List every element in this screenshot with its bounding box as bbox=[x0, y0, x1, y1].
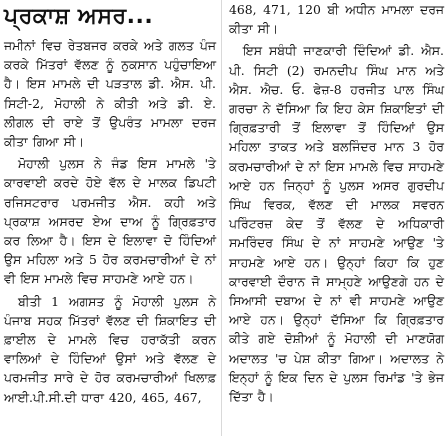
article-paragraph: ਜਮੀਨਾਂ ਵਿਚ ਰੇਤਬਜਰ ਕਰਕੇ ਅਤੇ ਗਲਤ ਪੰਜ ਕਰਕੇ ਮਿੱਤਰਾਂ ਵੱਲਣ ਨੂੰ ਨੁਕਸਾਨ ਪਹੁੰਚਾਇਆ ਹੈ। ਇਸ ਮਾਮਲੇ ਦੀ ਪੜਤਾਲ ਡੀ. ਐਸ. ਪੀ. ਸਿਟੀ-2, ਮੋਹਾਲੀ ਨੇ ਕੀਤੀ ਅਤੇ ਡੀ. ਏ. ਲੀਗਲ ਦੀ ਰਾਏ ਤੋਂ ਉਪਰੰਤ ਮਾਮਲਾ ਦਰਜ ਕੀਤਾ ਗਿਆ ਸੀ। bbox=[4, 38, 216, 150]
column-divider bbox=[221, 0, 222, 436]
article-column-left bbox=[0, 0, 220, 436]
article-paragraph: ਇਸ ਸਬੰਧੀ ਜਾਣਕਾਰੀ ਦਿੰਦਿਆਂ ਡੀ. ਐਸ. ਪੀ. ਸਿਟੀ (2) ਰਮਨਦੀਪ ਸਿੰਘ ਮਾਨ ਅਤੇ ਐਸ. ਐਚ. ਓ. ਫੇਜ਼-8 ਹਰਜੀਤ ਪਾਲ ਸਿੰਘ ਗਰਚਾ ਨੇ ਦੱਸਿਆ ਕਿ ਇਹ ਕੇਸ ਸ਼ਿਕਾਇਤਾਂ ਦੀ ਗ੍ਰਿਫ਼ਤਾਰੀ ਤੋਂ ਇਲਾਵਾ ਤੋਂ ਹਿੰਦਿਆਂ ਉਸ ਮਹਿਲਾ ਤਾਕਤ ਅਤੇ ਬਲਜਿੰਦਰ ਮਾਨ 3 ਹੋਰ ਕਰਮਚਾਰੀਆਂ ਦੇ ਨਾਂ ਇਸ ਮਾਮਲੇ ਵਿਚ ਸਾਹਮਣੇ ਆਏ ਹਨ ਜਿਨ੍ਹਾਂ ਨੂੰ ਪੁਲਸ ਅਸਰ ਗੁਰਦੀਪ ਸਿੰਘ ਵਿਰਕ, ਵੱਲਣ ਦੀ ਮਾਲਕ ਸਵਰਨ ਪਰਿੰਟਰਜ਼ ਕੇਦ ਤੋਂ ਵੱਲਣ ਦੇ ਅਧਿਕਾਰੀ ਸਮਰਿੰਦਰ ਸਿੰਘ ਦੇ ਨਾਂ ਸਾਹਮਣੇ ਆਉਣ 'ਤੇ ਸਾਹਮਣੇ ਆਏ ਹਨ। ਉਨ੍ਹਾਂ ਕਿਹਾ ਕਿ ਹੁਣ ਕਾਰਵਾਈ ਦੌਰਾਨ ਜੋ ਸਾਮ੍ਹਣੇ ਆਉਣਗੇ ਹਨ ਦੇ ਸਿਆਸੀ ਦਬਾਅ ਦੇ ਨਾਂ ਵੀ ਸਾਹਮਣੇ ਆਉਣ ਆਏ ਹਨ। ਉਨ੍ਹਾਂ ਦੱਸਿਆ ਕਿ ਗ੍ਰਿਫ਼ਤਾਰ ਕੀਤੇ ਗਏ ਦੋਸ਼ੀਆਂ ਨੂੰ ਮੋਹਾਲੀ ਦੀ ਮਾਣਯੋਗ ਅਦਾਲਤ 'ਚ ਪੇਸ਼ ਕੀਤਾ ਗਿਆ। ਅਦਾਲਤ ਨੇ ਇਨ੍ਹਾਂ ਨੂੰ ਇਕ ਦਿਨ ਦੇ ਪੁਲਸ ਰਿਮਾਂਡ 'ਤੇ ਭੇਜ ਦਿੱਤਾ ਹੈ। bbox=[229, 43, 444, 405]
article-headline: ਪ੍ਰਕਾਸ਼ ਅਸਰ... bbox=[4, 4, 154, 29]
article-paragraph: 468, 471, 120 ਬੀ ਅਧੀਨ ਮਾਮਲਾ ਦਰਜ ਕੀਤਾ ਸੀ। bbox=[229, 2, 444, 37]
article-paragraph: ਮੋਹਾਲੀ ਪੁਲਸ ਨੇ ਜੰਡ ਇਸ ਮਾਮਲੇ 'ਤੇ ਕਾਰਵਾਈ ਕਰਦੇ ਹੋਏ ਵੱਲ ਦੇ ਮਾਲਕ ਡਿਪਟੀ ਰਜਿਸਟਰਾਰ ਪਰਮਜੀਤ ਐਸ. ਕਹੀ ਅਤੇ ਪ੍ਰਕਾਸ਼ ਅਸਰਦ ਏਅ ਦਾਅ ਨੂੰ ਗ੍ਰਿਫ਼ਤਾਰ ਕਰ ਲਿਆ ਹੈ। ਇਸ ਦੇ ਇਲਾਵਾ ਦੋ ਹਿੰਦਿਆਂ ਉਸ ਮਹਿਲਾ ਅਤੇ 5 ਹੋਰ ਕਰਮਚਾਰੀਆਂ ਦੇ ਨਾਂ ਵੀ ਇਸ ਮਾਮਲੇ ਵਿਚ ਸਾਹਮਣੇ ਆਏ ਹਨ। bbox=[4, 156, 216, 287]
article-paragraph: ਬੀਤੀ 1 ਅਗਸਤ ਨੂੰ ਮੋਹਾਲੀ ਪੁਲਸ ਨੇ ਪੰਜਾਬ ਸਹਕ ਮਿੱਤਰਾਂ ਵੱਲਣ ਦੀ ਸ਼ਿਕਾਇਤ ਦੀ ਫ਼ਾਈਲ ਦੇ ਮਾਮਲੇ ਵਿਚ ਹਰਾਕੱਤੀ ਕਰਨ ਵਾਲਿਆਂ ਦੇ ਹਿੰਦਿਆਂ ਉਸਾਂ ਅਤੇ ਵੱਲਣ ਦੇ ਪਰਮਜੀਤ ਸਾਰੇ ਦੇ ਹੋਰ ਕਰਮਚਾਰੀਆਂ ਖਿਲਾਫ਼ ਆਈ.ਪੀ.ਸੀ.ਦੀ ਧਾਰਾ 420, 465, 467, bbox=[4, 293, 216, 405]
article-column-right bbox=[225, 0, 446, 436]
